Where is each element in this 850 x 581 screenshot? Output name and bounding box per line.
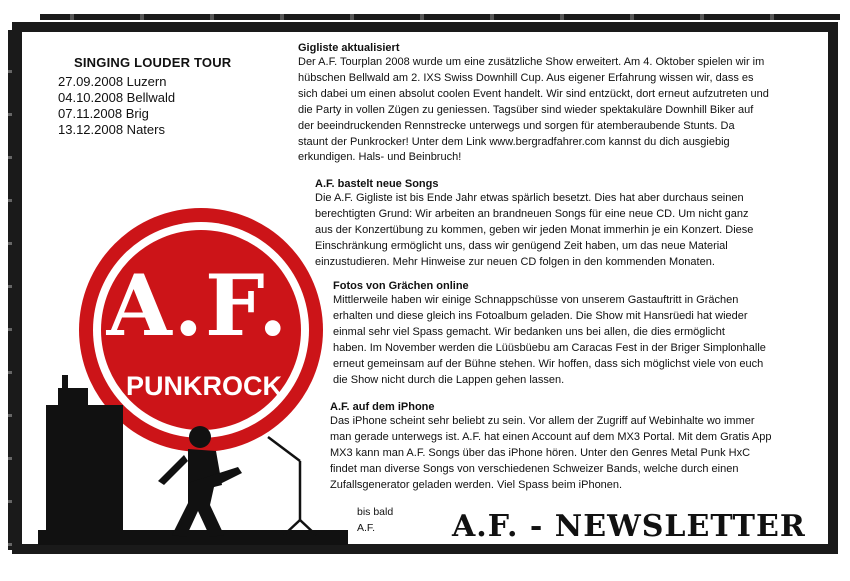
tour-date: 27.09.2008 Luzern — [58, 74, 167, 89]
article-line: findet man diverse Songs von verschiedenen Schweizer Bands, welche durch einen — [330, 462, 739, 475]
signoff-greeting: bis bald — [357, 506, 394, 518]
frame-torn-edge-top — [40, 14, 840, 20]
logo-af-text: A.F. — [106, 256, 290, 355]
article-gigliste — [298, 41, 828, 166]
article-title: A.F. bastelt neue Songs — [315, 178, 439, 190]
microphone-stand-icon — [268, 437, 316, 535]
article-line: die Show nicht durch die Lappen gehen lassen. — [333, 373, 565, 386]
article-line: MX3 kann man A.F. Songs über das iPhone hören. Unter den Genres Metal Punk HxC — [330, 446, 751, 459]
band-logo-illustration — [38, 205, 348, 545]
article-line: Das iPhone scheint sehr beliebt zu sein. Vor allem der Zugriff auf Webinhalte wo immer — [330, 415, 755, 427]
signoff-signature: A.F. — [357, 522, 376, 534]
tour-box — [58, 55, 258, 138]
article-line: einzustudieren. Mehr Hinweise zur neuen CD folgen in den kommenden Monaten. — [315, 255, 715, 268]
article-line: Einschränkung ermöglicht uns, dass wir genügend Zeit haben, um das neue Material — [315, 239, 728, 252]
article-line: man gerade unterwegs ist. A.F. hat einen Account auf dem MX3 Portal. Mit dem Gratis App — [330, 430, 772, 443]
article-line: Mittlerweile haben wir einige Schnappschüsse von unserem Gastauftritt in Grächen — [333, 294, 739, 306]
article-line: erhalten und diese gleich ins Fotoalbum geladen. Die Show mit Hansrüedi hat wieder — [333, 309, 748, 322]
article-neue-songs — [315, 177, 830, 271]
article-line: einmal sehr viel Spass gemacht. Wir bedanken uns bei allen, die dies ermöglicht — [333, 325, 725, 338]
article-line: haben. Im November werden die Lüüsbüebu am Caracas Fest in der Briger Simplonhalle — [333, 341, 766, 354]
newsletter-wordmark: A.F. - NEWSLETTER — [452, 509, 806, 544]
article-line: staunt der Punkrocker! Unter dem Link www.bergradfahrer.com kannst du dich ausgiebig — [298, 135, 730, 148]
amp-speaker-stack — [46, 405, 123, 545]
article-line: sich dabei um einen absolut coolen Event handelt. Wir sind entzückt, dort erneut aufzutreten und — [298, 87, 769, 100]
article-line: die Party in vollen Zügen zu geniessen. Tagsüber sind wieder spektakuläre Downhill Biker auf — [298, 103, 754, 116]
stage-floor — [38, 530, 348, 545]
article-iphone — [330, 400, 830, 494]
tour-date: 13.12.2008 Naters — [58, 122, 165, 137]
article-line: der beeindruckenden Rennstrecke unterwegs und sorgen für atemberaubende Stunts. Da — [298, 119, 735, 132]
bottle-icon — [62, 375, 68, 390]
tour-date: 04.10.2008 Bellwald — [58, 90, 176, 105]
logo-punkrock-text: PUNKROCK — [125, 371, 283, 401]
tour-date: 07.11.2008 Brig — [58, 106, 149, 121]
article-line: aus der Konzertübung zu kommen, geben wir jeden Monat immerhin je ein Konzert. Diese — [315, 223, 754, 236]
article-title: A.F. auf dem iPhone — [330, 401, 435, 413]
article-line: erneut gemeinsam auf der Bühne stehen. Wir hoffen, dass sich möglichst viele von euch — [333, 357, 764, 370]
article-line: Zufallsgenerator geladen werden. Viel Spass beim iPhonen. — [330, 478, 623, 491]
article-line: erkundigen. Hals- und Beinbruch! — [298, 151, 462, 164]
article-line: Die A.F. Gigliste ist bis Ende Jahr etwas spärlich besetzt. Dies hat aber durchaus seinen — [315, 192, 744, 204]
article-title: Gigliste aktualisiert — [298, 42, 400, 54]
article-fotos-graechen — [333, 279, 833, 388]
signoff — [357, 504, 393, 536]
article-line: Der A.F. Tourplan 2008 wurde um eine zusätzliche Show erweitert. Am 4. Oktober spielen wir im — [298, 56, 765, 68]
article-title: Fotos von Grächen online — [333, 280, 469, 292]
article-line: hübschen Bellwald am 2. IXS Swiss Downhill Cup. Aus eigener Erfahrung wissen wir, dass es — [298, 71, 754, 84]
article-line: berechtigten Grund: Wir arbeiten an brandneuen Songs für eine neue CD. Um nicht ganz — [315, 207, 749, 220]
tour-title: SINGING LOUDER TOUR — [74, 55, 232, 70]
